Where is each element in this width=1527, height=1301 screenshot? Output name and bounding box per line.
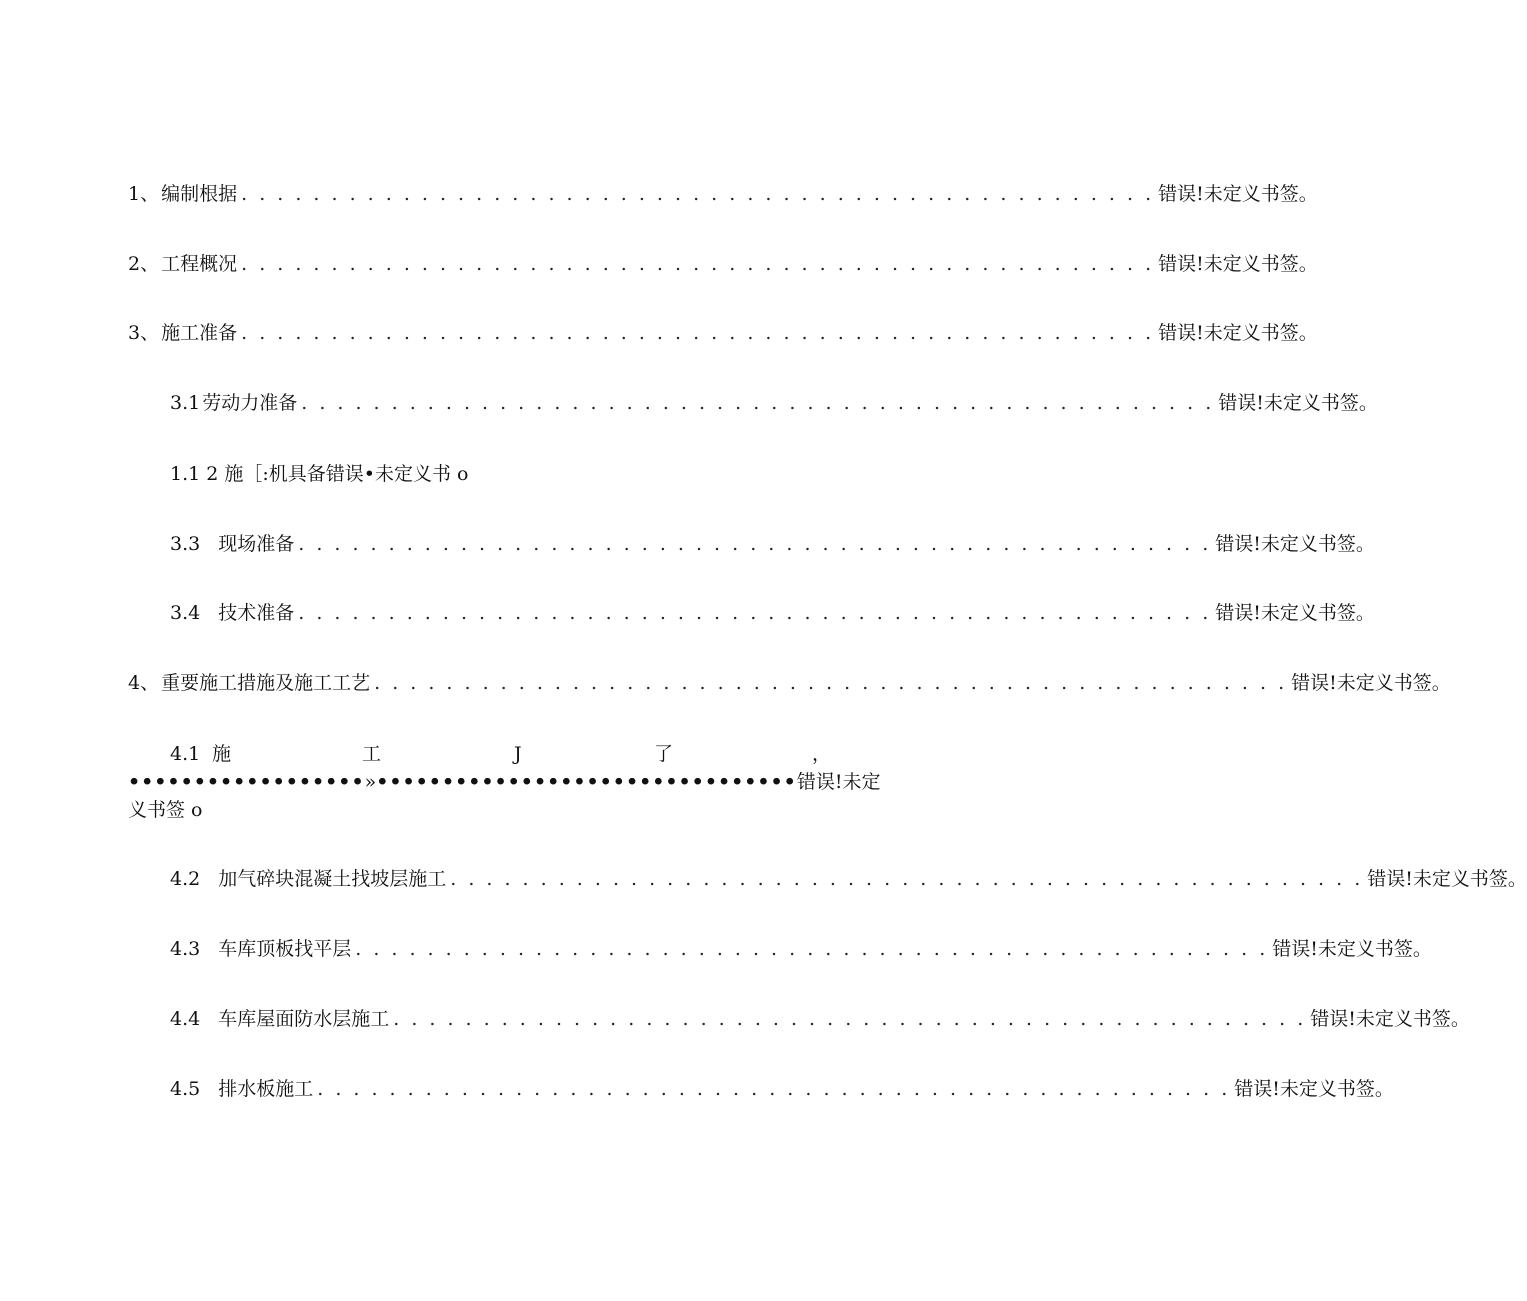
toc-leader-dots: . . . . . . . . . . . . . . . . . . . . . . . . . . . . . . . . . . . . . . . . . . . . . . . . . . . <box>298 602 1212 624</box>
toc-entry-char: 了 <box>654 743 674 765</box>
toc-page-ref: 错误!未定 <box>796 771 881 793</box>
toc-entry-second-row <box>128 768 881 796</box>
toc-leader-dots: . . . . . . . . . . . . . . . . . . . . . . . . . . . . . . . . . . . . . . . . . . . . . . . . . . . <box>241 253 1155 275</box>
toc-leader-dots: . . . . . . . . . . . . . . . . . . . . . . . . . . . . . . . . . . . . . . . . . . . . . . . . . . . <box>317 1078 1231 1100</box>
toc-entry[interactable] <box>170 391 1378 415</box>
toc-page-ref: 错误!未定义书签。 <box>1158 183 1318 205</box>
toc-entry[interactable] <box>170 1007 1470 1031</box>
toc-entry-number: 2、 <box>128 253 160 275</box>
toc-leader-dots: . . . . . . . . . . . . . . . . . . . . . . . . . . . . . . . . . . . . . . . . . . . . . . . . . . . <box>241 183 1155 205</box>
toc-entry-char: 工 <box>362 743 382 765</box>
toc-entry-first-row <box>128 740 832 768</box>
toc-leader-mark: » <box>364 771 377 793</box>
toc-entry-title: 车库屋面防水层施工 <box>218 1008 390 1030</box>
toc-entry-number: 3.1 <box>170 392 201 414</box>
toc-page-ref: 错误!未定义书签。 <box>1291 672 1451 694</box>
toc-entry-title: 劳动力准备 <box>202 392 298 414</box>
toc-entry-title: 工程概况 <box>161 253 238 275</box>
toc-entry-title: 车库顶板找平层 <box>218 938 352 960</box>
toc-entry-number: 4、 <box>128 672 160 694</box>
toc-entry-number: 3.4 <box>170 602 201 624</box>
toc-entry[interactable] <box>170 601 1375 625</box>
toc-entry-number: 4.2 <box>170 868 201 890</box>
toc-entry[interactable] <box>170 937 1432 961</box>
toc-entry-third-row: 义书签 o <box>128 799 203 821</box>
toc-page-ref: 错误!未定义书签。 <box>1310 1008 1470 1030</box>
toc-page-ref: 错误!未定义书签。 <box>1272 938 1432 960</box>
toc-page-ref: 错误!未定义书签。 <box>1218 392 1378 414</box>
toc-leader-dots: . . . . . . . . . . . . . . . . . . . . . . . . . . . . . . . . . . . . . . . . . . . . . . . . . . . <box>241 322 1155 344</box>
toc-leader-dots: . . . . . . . . . . . . . . . . . . . . . . . . . . . . . . . . . . . . . . . . . . . . . . . . . . . <box>374 672 1288 694</box>
toc-entry-char: J <box>514 743 522 765</box>
toc-page-ref: 错误!未定义书签。 <box>1234 1078 1394 1100</box>
toc-entry[interactable] <box>128 252 1318 276</box>
toc-entry[interactable] <box>170 532 1375 556</box>
toc-entry-char: 施 <box>212 743 232 765</box>
toc-leader-dots: . . . . . . . . . . . . . . . . . . . . . . . . . . . . . . . . . . . . . . . . . . . . . . . . . . . <box>450 868 1364 890</box>
toc-entry-number: 3、 <box>128 322 160 344</box>
toc-entry-broken[interactable] <box>128 740 881 824</box>
toc-entry-number: 3.3 <box>170 533 201 555</box>
toc-entry-garbled[interactable]: 1.1 2 施［:机具备错误•未定义书 o <box>170 463 469 485</box>
toc-entry[interactable] <box>170 867 1527 891</box>
toc-entry-number: 4.3 <box>170 938 201 960</box>
toc-entry[interactable] <box>128 321 1318 345</box>
toc-entry[interactable] <box>170 1077 1394 1101</box>
toc-leader-dots: . . . . . . . . . . . . . . . . . . . . . . . . . . . . . . . . . . . . . . . . . . . . . . . . . . . <box>301 392 1215 414</box>
toc-page-ref: 错误!未定义书签。 <box>1367 868 1527 890</box>
toc-page-ref: 错误!未定义书签。 <box>1158 253 1318 275</box>
toc-entry-title: 技术准备 <box>218 602 295 624</box>
toc-entry-number: 4.4 <box>170 1008 201 1030</box>
toc-entry[interactable] <box>128 182 1318 206</box>
toc-entry-title: 施工准备 <box>161 322 238 344</box>
toc-entry-number: 4.1 <box>170 743 201 765</box>
toc-entry-title: 排水板施工 <box>218 1078 314 1100</box>
toc-page-ref: 错误!未定义书签。 <box>1215 602 1375 624</box>
toc-page-ref: 错误!未定义书签。 <box>1158 322 1318 344</box>
toc-entry-number: 1、 <box>128 183 160 205</box>
toc-leader-dots: . . . . . . . . . . . . . . . . . . . . . . . . . . . . . . . . . . . . . . . . . . . . . . . . . . . <box>298 533 1212 555</box>
toc-leader-dots: •••••••••••••••••• <box>128 771 365 793</box>
toc-entry-title: 加气碎块混凝土找坡层施工 <box>218 868 447 890</box>
toc-entry[interactable] <box>128 671 1451 695</box>
toc-entry-title: 现场准备 <box>218 533 295 555</box>
toc-page-ref: 错误!未定义书签。 <box>1215 533 1375 555</box>
toc-entry-number: 4.5 <box>170 1078 201 1100</box>
toc-entry-char: ， <box>812 743 832 765</box>
toc-entry-title: 重要施工措施及施工工艺 <box>161 672 371 694</box>
toc-leader-dots: . . . . . . . . . . . . . . . . . . . . . . . . . . . . . . . . . . . . . . . . . . . . . . . . . . . <box>393 1008 1307 1030</box>
toc-entry-title: 编制根据 <box>161 183 238 205</box>
toc-leader-dots: . . . . . . . . . . . . . . . . . . . . . . . . . . . . . . . . . . . . . . . . . . . . . . . . . . . <box>355 938 1269 960</box>
toc-leader-dots: •••••••••••••••••••••••••••••••• <box>376 771 797 793</box>
